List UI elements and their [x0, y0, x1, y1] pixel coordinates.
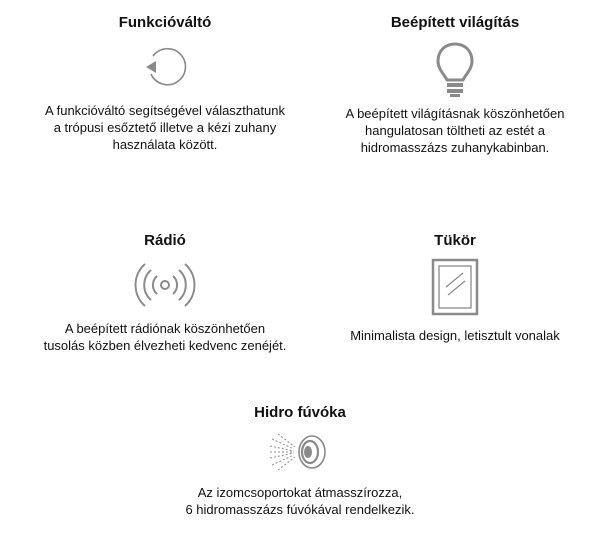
feature-hydro-jet: [150, 404, 450, 518]
feature-description: A beépített világításnak köszönhetően hangulatosan töltheti az estét a hidromasszázs zuhanykabinban.: [345, 106, 565, 155]
feature-title: Hidro fúvóka: [254, 404, 346, 421]
feature-radio: [0, 232, 330, 354]
feature-description: A funkcióváltó segítségével választhatunk a trópusi esőztető illetve a kézi zuhany használata között.: [45, 103, 285, 152]
feature-title: Funkcióváltó: [118, 14, 212, 31]
feature-description: Minimalista design, letisztult vonalak: [350, 328, 560, 343]
feature-title: Tükör: [434, 232, 476, 249]
feature-title: Rádió: [144, 232, 186, 249]
radio-waves-icon: [133, 260, 197, 310]
mirror-icon: [430, 257, 480, 317]
feature-mirror: [300, 232, 600, 344]
feature-description: A beépített rádiónak köszönhetően tusolás közben élvezheti kedvenc zenéjét.: [43, 321, 287, 353]
lightbulb-icon: [433, 40, 477, 98]
feature-function-switch: [0, 14, 330, 153]
water-jet-icon: [268, 430, 332, 474]
rotate-arrow-icon: [141, 44, 189, 90]
feature-title: Beépített világítás: [390, 14, 520, 31]
feature-built-in-lighting: [300, 14, 600, 156]
feature-description: Az izomcsoportokat átmasszírozza, 6 hidromasszázs fúvókával rendelkezik.: [185, 485, 415, 517]
